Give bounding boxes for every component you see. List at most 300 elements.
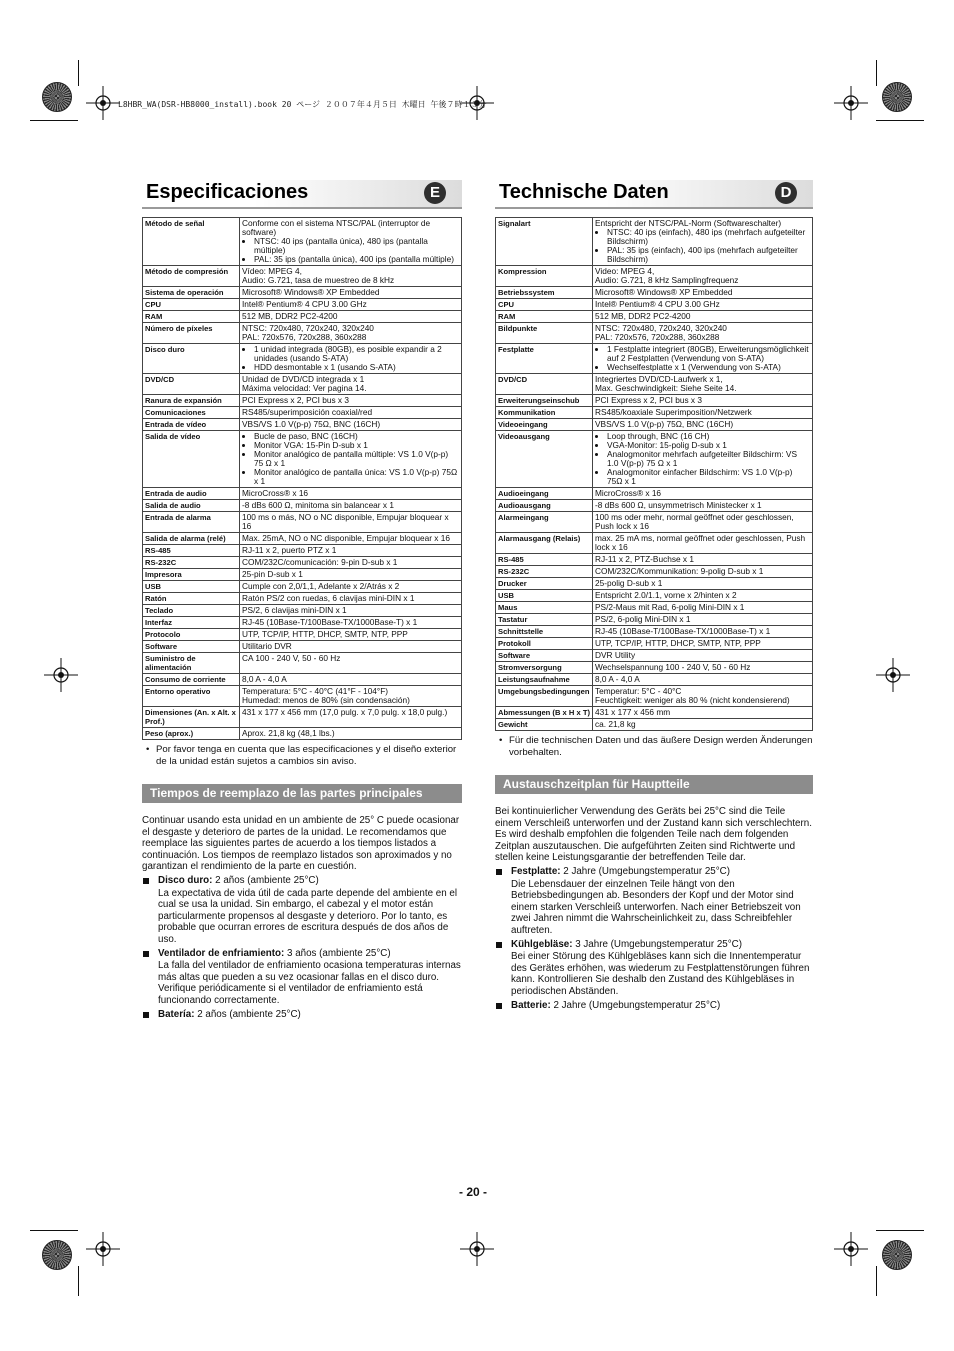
spec-label: Alarmeingang [496, 512, 593, 533]
replacement-item-description: La expectativa de vida útil de cada parte depende del ambiente en el cual se usa la unidad. Sin embargo, el cabezal y el motor están particularmente propensos al desgaste y deterioro. Por lo tanto, es probable que ocurran errores de escritura después de dos años de uso. [158, 887, 458, 945]
spec-value [593, 590, 813, 602]
spec-value-line: RJ-45 (10Base-T/100Base-TX/1000Base-T) x 1 [595, 626, 771, 636]
spec-bullet: • 1 Festplatte integriert (80GB), Erweiterungsmöglichkeit auf 2 Festplatten (Verwendung von S-ATA) [607, 345, 810, 363]
replacement-item-value: 3 Jahre (Umgebungstemperatur 25°C) [572, 938, 742, 950]
spec-value-line: VBS/VS 1.0 V(p-p) 75Ω, BNC (16CH) [242, 419, 381, 429]
spec-row [496, 311, 813, 323]
spec-bullet: • PAL: 35 ips (einfach), 400 ips (mehrfach aufgeteilter Bildschirm) [607, 246, 810, 264]
spec-value-line: PS/2, 6 clavijas mini-DIN x 1 [242, 605, 347, 615]
replacement-item-value: 2 Jahre (Umgebungstemperatur 25°C) [560, 865, 731, 877]
spec-value [593, 218, 813, 266]
replacement-item [495, 939, 813, 951]
registration-mark-icon [834, 1232, 868, 1266]
spec-value-line: PCI Express x 2, PCI bus x 3 [595, 395, 702, 405]
spec-label: Tastatur [496, 614, 593, 626]
spec-row [143, 581, 462, 593]
german-spec-note: • Für die technischen Daten und das äußere Design werden Änderungen vorbehalten. [495, 735, 813, 759]
spec-value [593, 299, 813, 311]
color-rosette-icon [42, 82, 72, 112]
spec-row [496, 707, 813, 719]
spec-row [496, 488, 813, 500]
spec-value-line: RJ-45 (10Base-T/100Base-TX/1000Base-T) x 1 [242, 617, 418, 627]
crop-mark [78, 60, 79, 86]
crop-mark [876, 60, 877, 86]
spec-value-line: Microsoft® Windows® XP Embedded [242, 287, 380, 297]
spec-value [593, 431, 813, 488]
spec-value-line: -8 dBs 600 Ω, minitoma sin balancear x 1 [242, 500, 394, 510]
spec-value-line: Audio: G.721, tasa de muestreo de 8 kHz [242, 275, 395, 285]
spec-row [143, 629, 462, 641]
replacement-item-label: Disco duro: [158, 874, 213, 886]
spec-label: DVD/CD [143, 374, 240, 395]
spec-value [240, 344, 462, 374]
spec-value [593, 512, 813, 533]
spec-label: Videoeingang [496, 419, 593, 431]
spec-label: Videoausgang [496, 431, 593, 488]
spec-value [240, 266, 462, 287]
spec-row [143, 395, 462, 407]
spec-value [593, 500, 813, 512]
spec-label: Disco duro [143, 344, 240, 374]
spec-value [593, 407, 813, 419]
spec-value [240, 395, 462, 407]
spec-value [240, 593, 462, 605]
spec-value [240, 605, 462, 617]
spec-label: CPU [143, 299, 240, 311]
color-rosette-icon [42, 1240, 72, 1270]
registration-mark-icon [460, 1232, 494, 1266]
spec-value-line: Entspricht 2.0/1.1, vorne x 2/hinten x 2 [595, 590, 737, 600]
replacement-item [495, 1000, 813, 1012]
spec-row [143, 287, 462, 299]
color-rosette-icon [882, 1240, 912, 1270]
replacement-item-label: Festplatte: [511, 865, 561, 877]
spec-label: Salida de vídeo [143, 431, 240, 488]
spec-value-line: 100 ms o más, NO o NC disponible, Empujar bloquear x 16 [242, 512, 449, 531]
spec-row [143, 419, 462, 431]
spec-bullet-list [595, 228, 810, 264]
spec-value-line: UTP, TCP/IP, HTTP, DHCP, SMTP, NTP, PPP [595, 638, 761, 648]
replacement-item-description: La falla del ventilador de enfriamiento ocasiona temperaturas internas más altas que pueden a su vez ocasionar fallas en el disco duro. Verifique periódicamente si el ventilador de enfriamiento está funcionando correctamente. [158, 960, 461, 1006]
page-title-german: Technische Daten [499, 181, 669, 203]
spec-row [496, 323, 813, 344]
spanish-title-bar [142, 180, 462, 209]
language-badge-d: D [775, 182, 797, 204]
spec-row [143, 299, 462, 311]
spec-value-line: PAL: 720x576, 720x288, 360x288 [242, 332, 367, 342]
spec-label: Dimensiones (An. x Alt. x Prof.) [143, 707, 240, 728]
color-rosette-icon [882, 82, 912, 112]
spec-bullet: • Bucle de paso, BNC (16CH) [254, 432, 459, 441]
registration-mark-icon [44, 658, 78, 692]
spec-row [496, 500, 813, 512]
spec-row [143, 707, 462, 728]
spec-label: RS-485 [143, 545, 240, 557]
spec-value [240, 557, 462, 569]
spec-bullet: • Wechselfestplatte x 1 (Verwendung von S-ATA) [607, 363, 810, 372]
spec-label: Festplatte [496, 344, 593, 374]
spec-row [496, 533, 813, 554]
spec-value-line: Aprox. 21,8 kg (48,1 lbs.) [242, 728, 335, 738]
square-bullet-icon [496, 942, 502, 948]
spec-row [143, 431, 462, 488]
spec-row [496, 662, 813, 674]
spec-label: Protocolo [143, 629, 240, 641]
spec-bullet: • 1 unidad integrada (80GB), es posible expandir a 2 unidades (usando S-ATA) [254, 345, 459, 363]
spec-label: RAM [496, 311, 593, 323]
spec-value [240, 488, 462, 500]
spec-value-line: 25-pin D-sub x 1 [242, 569, 303, 579]
spec-label: RS-485 [496, 554, 593, 566]
spec-row [143, 533, 462, 545]
spec-row [496, 512, 813, 533]
spec-row [496, 374, 813, 395]
spec-label: Ranura de expansión [143, 395, 240, 407]
spec-label: Stromversorgung [496, 662, 593, 674]
spec-value-line: Video: MPEG 4, [595, 266, 655, 276]
spec-value [593, 650, 813, 662]
spec-value-line: Unidad de DVD/CD integrada x 1 [242, 374, 365, 384]
square-bullet-icon [143, 878, 149, 884]
replacement-item-label: Batterie: [511, 999, 551, 1011]
spec-row [496, 419, 813, 431]
german-section-title: Austauschzeitplan für Hauptteile [495, 775, 813, 794]
spec-bullet: • Analogmonitor mehrfach aufgeteilter Bildschirm: VS 1.0 V(p-p) 75 Ω x 1 [607, 450, 810, 468]
spec-value-line: PS/2-Maus mit Rad, 6-polig Mini-DIN x 1 [595, 602, 745, 612]
spec-value-line: PS/2, 6-polig Mini-DIN x 1 [595, 614, 691, 624]
spec-value-line: ca. 21,8 kg [595, 719, 636, 729]
spec-row [143, 674, 462, 686]
spec-row [496, 344, 813, 374]
spec-value [240, 581, 462, 593]
spec-value [240, 686, 462, 707]
spec-label: Alarmausgang (Relais) [496, 533, 593, 554]
spec-label: CPU [496, 299, 593, 311]
spec-row [143, 512, 462, 533]
spec-label: DVD/CD [496, 374, 593, 395]
spec-value-line: NTSC: 720x480, 720x240, 320x240 [242, 323, 374, 333]
spec-bullet: • NTSC: 40 ips (einfach), 480 ips (mehrfach aufgeteilter Bildschirm) [607, 228, 810, 246]
spec-value-line: COM/232C/Kommunikation: 9-polig D-sub x 1 [595, 566, 764, 576]
spec-row [143, 374, 462, 395]
spec-value-line: UTP, TCP/IP, HTTP, DHCP, SMTP, NTP, PPP [242, 629, 408, 639]
spec-label: Kommunikation [496, 407, 593, 419]
spec-value [240, 419, 462, 431]
spec-row [496, 614, 813, 626]
replacement-item-value: 2 años (ambiente 25°C) [212, 874, 319, 886]
square-bullet-icon [143, 951, 149, 957]
spec-value-line: PCI Express x 2, PCI bus x 3 [242, 395, 349, 405]
spec-value [240, 311, 462, 323]
spec-label: Software [496, 650, 593, 662]
spec-label: Betriebssystem [496, 287, 593, 299]
spanish-intro-paragraph: Continuar usando esta unidad en un ambiente de 25° C puede ocasionar el desgaste y deterioro de partes de la unidad. Le recomendamos que reemplace las siguientes partes de acuerdo a los tiempos listados a continuación. Los tiempos de reemplazo listados son aproximados y no garantizan el rendimiento de la parte en cuestión. [142, 815, 460, 873]
replacement-item [142, 1009, 462, 1021]
spec-value [240, 569, 462, 581]
spec-label: Erweiterungseinschub [496, 395, 593, 407]
spec-label: RS-232C [143, 557, 240, 569]
spec-value-line: 100 ms oder mehr, normal geöffnet oder geschlossen, Push lock x 16 [595, 512, 794, 531]
spec-value-line: Entspricht der NTSC/PAL-Norm (Softwareschalter) [595, 218, 782, 228]
spec-value-line: Feuchtigkeit: weniger als 80 % (nicht kondensierend) [595, 695, 790, 705]
spec-row [496, 638, 813, 650]
spec-value-line: Audio: G.721, 8 kHz Samplingfrequenz [595, 275, 739, 285]
replacement-item [142, 875, 462, 887]
spec-label: RS-232C [496, 566, 593, 578]
spec-value-line: MicroCross® x 16 [242, 488, 309, 498]
spec-row [496, 578, 813, 590]
spec-label: Sistema de operación [143, 287, 240, 299]
spec-label: Peso (aprox.) [143, 728, 240, 740]
spec-value [240, 374, 462, 395]
spec-row [496, 602, 813, 614]
spec-label: USB [143, 581, 240, 593]
spec-label: Entrada de audio [143, 488, 240, 500]
spec-value [593, 533, 813, 554]
spec-label: Salida de audio [143, 500, 240, 512]
spec-row [496, 407, 813, 419]
crop-mark [876, 1230, 924, 1231]
spec-value-line: RS485/koaxiale Superimposition/Netzwerk [595, 407, 752, 417]
spanish-spec-table [142, 217, 462, 740]
spec-value [240, 728, 462, 740]
spec-value [240, 287, 462, 299]
spanish-spec-note: • Por favor tenga en cuenta que las especificaciones y el diseño exterior de la unidad están sujetos a cambios sin aviso. [142, 744, 462, 768]
spec-bullet-list [595, 432, 810, 486]
spec-value-line: Max. Geschwindigkeit: Siehe Seite 14. [595, 383, 737, 393]
spec-row [143, 407, 462, 419]
spec-value [593, 686, 813, 707]
spec-value [593, 323, 813, 344]
spec-row [496, 590, 813, 602]
crop-mark [30, 120, 78, 121]
registration-mark-icon [834, 86, 868, 120]
spec-row [143, 605, 462, 617]
spec-value [240, 299, 462, 311]
file-header-line: L8HBR_WA(DSR-HB8000_install).book 20 ページ ２００７年４月５日 木曜日 午後７時１３分 [118, 100, 487, 109]
spec-label: Comunicaciones [143, 407, 240, 419]
spec-label: Consumo de corriente [143, 674, 240, 686]
spec-row [143, 653, 462, 674]
spec-value [593, 311, 813, 323]
german-title-bar [495, 180, 813, 209]
spec-row [496, 719, 813, 731]
spec-row [143, 545, 462, 557]
spec-value-line: 431 x 177 x 456 mm [595, 707, 671, 717]
spec-value-line: Máxima velocidad: Ver pagina 14. [242, 383, 367, 393]
spec-label: Drucker [496, 578, 593, 590]
spec-bullet: • PAL: 35 ips (pantalla única), 400 ips (pantalla múltiple) [254, 255, 459, 264]
spec-value-line: 8,0 A - 4,0 A [595, 674, 640, 684]
spec-value-line: CA 100 - 240 V, 50 - 60 Hz [242, 653, 341, 663]
spec-value-line: Utilitario DVR [242, 641, 292, 651]
spec-row [143, 488, 462, 500]
spec-bullet: • Monitor analógico de pantalla múltiple: VS 1.0 V(p-p) 75 Ω x 1 [254, 450, 459, 468]
spec-value-line: Temperatura: 5°C - 40°C (41°F - 104°F) [242, 686, 389, 696]
spec-value [593, 419, 813, 431]
spec-value-line: NTSC: 720x480, 720x240, 320x240 [595, 323, 727, 333]
spec-value [240, 500, 462, 512]
spec-label: Protokoll [496, 638, 593, 650]
replacement-item-value: 3 años (ambiente 25°C) [284, 947, 391, 959]
spec-value-line: 512 MB, DDR2 PC2-4200 [242, 311, 338, 321]
spec-row [496, 674, 813, 686]
spec-bullet-list [242, 237, 459, 264]
german-replacement-list [495, 866, 813, 1011]
spec-label: Método de señal [143, 218, 240, 266]
replacement-item-label: Kühlgebläse: [511, 938, 573, 950]
spec-bullet: • Analogmonitor einfacher Bildschirm: VS 1.0 V(p-p) 75Ω x 1 [607, 468, 810, 486]
spec-value-line: Temperatur: 5°C - 40°C [595, 686, 682, 696]
spec-label: RAM [143, 311, 240, 323]
spanish-column [142, 180, 462, 1020]
spec-row [143, 323, 462, 344]
spec-label: Bildpunkte [496, 323, 593, 344]
spec-row [143, 500, 462, 512]
spec-label: Entrada de vídeo [143, 419, 240, 431]
square-bullet-icon [496, 869, 502, 875]
spec-value [593, 719, 813, 731]
spec-value-line: 8,0 A - 4,0 A [242, 674, 287, 684]
spec-row [496, 554, 813, 566]
spec-value [593, 602, 813, 614]
registration-mark-icon [86, 1232, 120, 1266]
registration-mark-icon [86, 86, 120, 120]
spec-value [593, 344, 813, 374]
page-number: - 20 - [459, 1185, 488, 1199]
spec-value-line: Microsoft® Windows® XP Embedded [595, 287, 733, 297]
spec-label: USB [496, 590, 593, 602]
spec-value [593, 287, 813, 299]
spanish-replacement-list [142, 875, 462, 1020]
spec-row [496, 566, 813, 578]
replacement-item-description: Die Lebensdauer der einzelnen Teile hängt von den Betriebsbedingungen ab. Besonders der Kopf und der Motor sind einem starken Verschleiß unterworfen. Nach einer Betriebszeit von zwei Jahren nimmt die Wahrscheinlichkeit zu, dass Schreibfehler auftreten. [511, 878, 801, 936]
spec-value-line: Humedad: menos de 80% (sin condensación) [242, 695, 410, 705]
spec-label: Ratón [143, 593, 240, 605]
spec-value-line: Conforme con el sistema NTSC/PAL (interruptor de software) [242, 218, 431, 237]
spec-row [143, 344, 462, 374]
square-bullet-icon [143, 1012, 149, 1018]
spec-label: Audioausgang [496, 500, 593, 512]
spec-value-line: RS485/superimposición coaxial/red [242, 407, 373, 417]
spec-value [240, 707, 462, 728]
spec-row [143, 557, 462, 569]
spec-row [496, 650, 813, 662]
spec-value-line: Intel® Pentium® 4 CPU 3.00 GHz [242, 299, 367, 309]
spec-label: Audioeingang [496, 488, 593, 500]
spec-value [593, 488, 813, 500]
crop-mark [78, 1266, 79, 1296]
spec-label: Interfaz [143, 617, 240, 629]
spec-value [593, 566, 813, 578]
crop-mark [876, 1266, 877, 1296]
spec-bullet-list [242, 345, 459, 372]
spec-row [143, 593, 462, 605]
replacement-item-description: Bei einer Störung des Kühlgebläses kann sich die Innentemperatur des Gerätes erhöhen, was wiederum zu Festplattenstörungen führen kann. Kontrollieren Sie deshalb den Zustand des Kühlgebläses in periodischen Abständen. [511, 951, 810, 997]
spec-value-line: 512 MB, DDR2 PC2-4200 [595, 311, 691, 321]
spec-label: Maus [496, 602, 593, 614]
replacement-item [495, 866, 813, 878]
spec-row [496, 266, 813, 287]
spec-value-line: Intel® Pentium® 4 CPU 3.00 GHz [595, 299, 720, 309]
spec-label: Gewicht [496, 719, 593, 731]
spec-label: Impresora [143, 569, 240, 581]
replacement-item-value: 2 Jahre (Umgebungstemperatur 25°C) [550, 999, 721, 1011]
spec-value [240, 674, 462, 686]
spec-bullet: • HDD desmontable x 1 (usando S-ATA) [254, 363, 459, 372]
spec-row [496, 626, 813, 638]
spec-value [240, 512, 462, 533]
spec-label: Umgebungsbedingungen [496, 686, 593, 707]
spec-value-line: MicroCross® x 16 [595, 488, 662, 498]
spec-value [593, 374, 813, 395]
spec-bullet: • Monitor VGA: 15-Pin D-sub x 1 [254, 441, 459, 450]
replacement-item-label: Ventilador de enfriamiento: [158, 947, 285, 959]
spec-value-line: COM/232C/comunicación: 9-pin D-sub x 1 [242, 557, 398, 567]
spec-value [240, 629, 462, 641]
spec-value-line: 25-polig D-sub x 1 [595, 578, 663, 588]
spec-value [593, 614, 813, 626]
square-bullet-icon [496, 1003, 502, 1009]
spec-value-line: Cumple con 2,0/1,1, Adelante x 2/Atrás x 2 [242, 581, 400, 591]
crop-mark [30, 1230, 78, 1231]
spec-label: Schnittstelle [496, 626, 593, 638]
german-spec-table [495, 217, 813, 731]
spec-value-line: VBS/VS 1.0 V(p-p) 75Ω, BNC (16CH) [595, 419, 734, 429]
german-column [495, 180, 813, 1011]
spec-bullet: • NTSC: 40 ips (pantalla única), 480 ips (pantalla múltiple) [254, 237, 459, 255]
spec-value-line: DVR Utility [595, 650, 636, 660]
spec-bullet-list [595, 345, 810, 372]
spec-value-line: -8 dBs 600 Ω, unsymmetrisch Ministecker x 1 [595, 500, 762, 510]
spec-label: Teclado [143, 605, 240, 617]
spec-value [240, 218, 462, 266]
spec-value [240, 407, 462, 419]
spec-bullet: • Monitor analógico de pantalla única: VS 1.0 V(p-p) 75Ω x 1 [254, 468, 459, 486]
spec-value-line: Ratón PS/2 con ruedas, 6 clavijas mini-DIN x 1 [242, 593, 415, 603]
spec-row [143, 686, 462, 707]
spec-value-line: Integriertes DVD/CD-Laufwerk x 1, [595, 374, 723, 384]
registration-mark-icon [876, 658, 910, 692]
spec-value-line: Max. 25mA, NO o NC disponible, Empujar bloquear x 16 [242, 533, 450, 543]
replacement-item-value: 2 años (ambiente 25°C) [194, 1008, 301, 1020]
page-title-spanish: Especificaciones [146, 181, 309, 203]
spec-row [143, 569, 462, 581]
spec-row [496, 686, 813, 707]
spec-label: Suministro de alimentación [143, 653, 240, 674]
spec-value [593, 638, 813, 650]
spec-value [593, 266, 813, 287]
spec-row [143, 218, 462, 266]
spec-value [240, 545, 462, 557]
spec-row [496, 287, 813, 299]
spec-value [240, 431, 462, 488]
spec-value-line: RJ-11 x 2, PTZ-Buchse x 1 [595, 554, 694, 564]
spec-row [496, 299, 813, 311]
spec-value-line: RJ-11 x 2, puerto PTZ x 1 [242, 545, 337, 555]
spec-value-line: PAL: 720x576, 720x288, 360x288 [595, 332, 720, 342]
spec-value [593, 662, 813, 674]
spec-row [143, 617, 462, 629]
spec-value-line: Vídeo: MPEG 4, [242, 266, 302, 276]
spec-value-line: Wechselspannung 100 - 240 V, 50 - 60 Hz [595, 662, 751, 672]
spec-value [593, 578, 813, 590]
spec-label: Método de compresión [143, 266, 240, 287]
spec-row [143, 641, 462, 653]
spec-bullet: • Loop through, BNC (16 CH) [607, 432, 810, 441]
spec-value-line: max. 25 mA ms, normal geöffnet oder geschlossen, Push lock x 16 [595, 533, 806, 552]
spec-label: Entrada de alarma [143, 512, 240, 533]
